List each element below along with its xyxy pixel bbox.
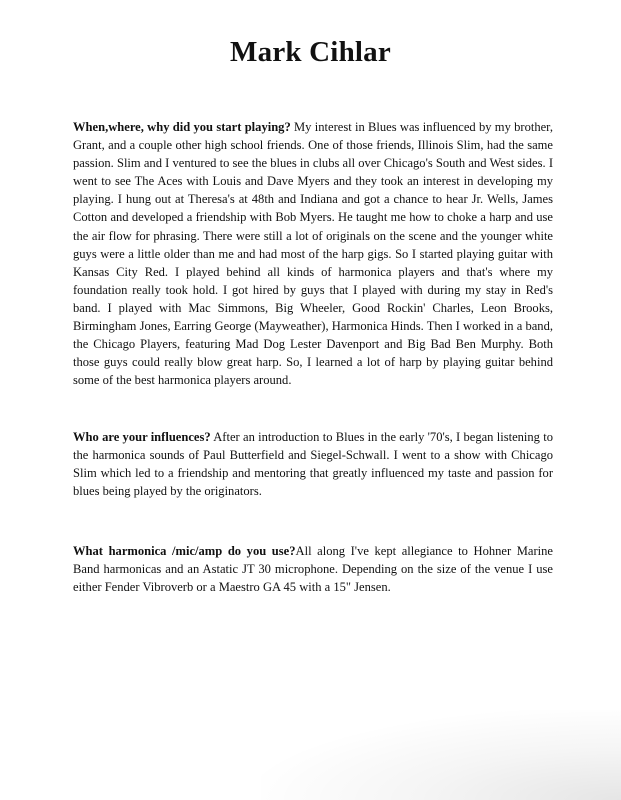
- question-influences: Who are your influences?: [73, 430, 211, 444]
- answer-influences: After an introduction to Blues in the early '70's, I began listening to the harmonica sounds of Paul Butterfield and Siegel-Schwall. I went to a show with Chicago Slim which led to a friendship and mentoring that greatly influenced my taste and passion for blues being played by the originators.: [73, 430, 553, 499]
- section-influences: [73, 428, 553, 500]
- section-gear: [73, 542, 553, 596]
- question-gear: What harmonica /mic/amp do you use?: [73, 544, 296, 558]
- section-start-playing: [73, 118, 553, 389]
- page-shadow: [261, 710, 621, 800]
- answer-start-playing: My interest in Blues was influenced by my brother, Grant, and a couple other high school friends. One of those friends, Illinois Slim, had the same passion. Slim and I ventured to see the blues in clubs all over Chicago's South and West sides. I went to see The Aces with Louis and Dave Myers and they took an interest in developing my playing. I hung out at Theresa's at 48th and Indiana and got a chance to hear Jr. Wells, James Cotton and developed a friendship with Bob Myers. He taught me how to choke a harp and use the air flow for phrasing. There were still a lot of originals on the scene and the younger white guys were a little older than me and had most of the harp gigs. So I started playing guitar with Kansas City Red. I played behind all kinds of harmonica players and that's where my foundation really took hold. I got hired by guys that I played with during my stay in Red's band. I played with Mac Simmons, Big Wheeler, Good Rockin' Charles, Leon Brooks, Birmingham Jones, Earring George (Mayweather), Harmonica Hinds. Then I worked in a band, the Chicago Players, featuring Mad Dog Lester Davenport and Big Bad Ben Murphy. Both those guys could really blow great harp. So, I learned a lot of harp by playing guitar behind some of the best harmonica players around.: [73, 120, 553, 388]
- answer-gear: All along I've kept allegiance to Hohner Marine Band harmonicas and an Astatic JT 30 microphone. Depending on the size of the venue I use either Fender Vibroverb or a Maestro GA 45 with a 15" Jensen.: [73, 544, 553, 595]
- question-start-playing: When,where, why did you start playing?: [73, 120, 291, 134]
- page-title: Mark Cihlar: [230, 36, 391, 68]
